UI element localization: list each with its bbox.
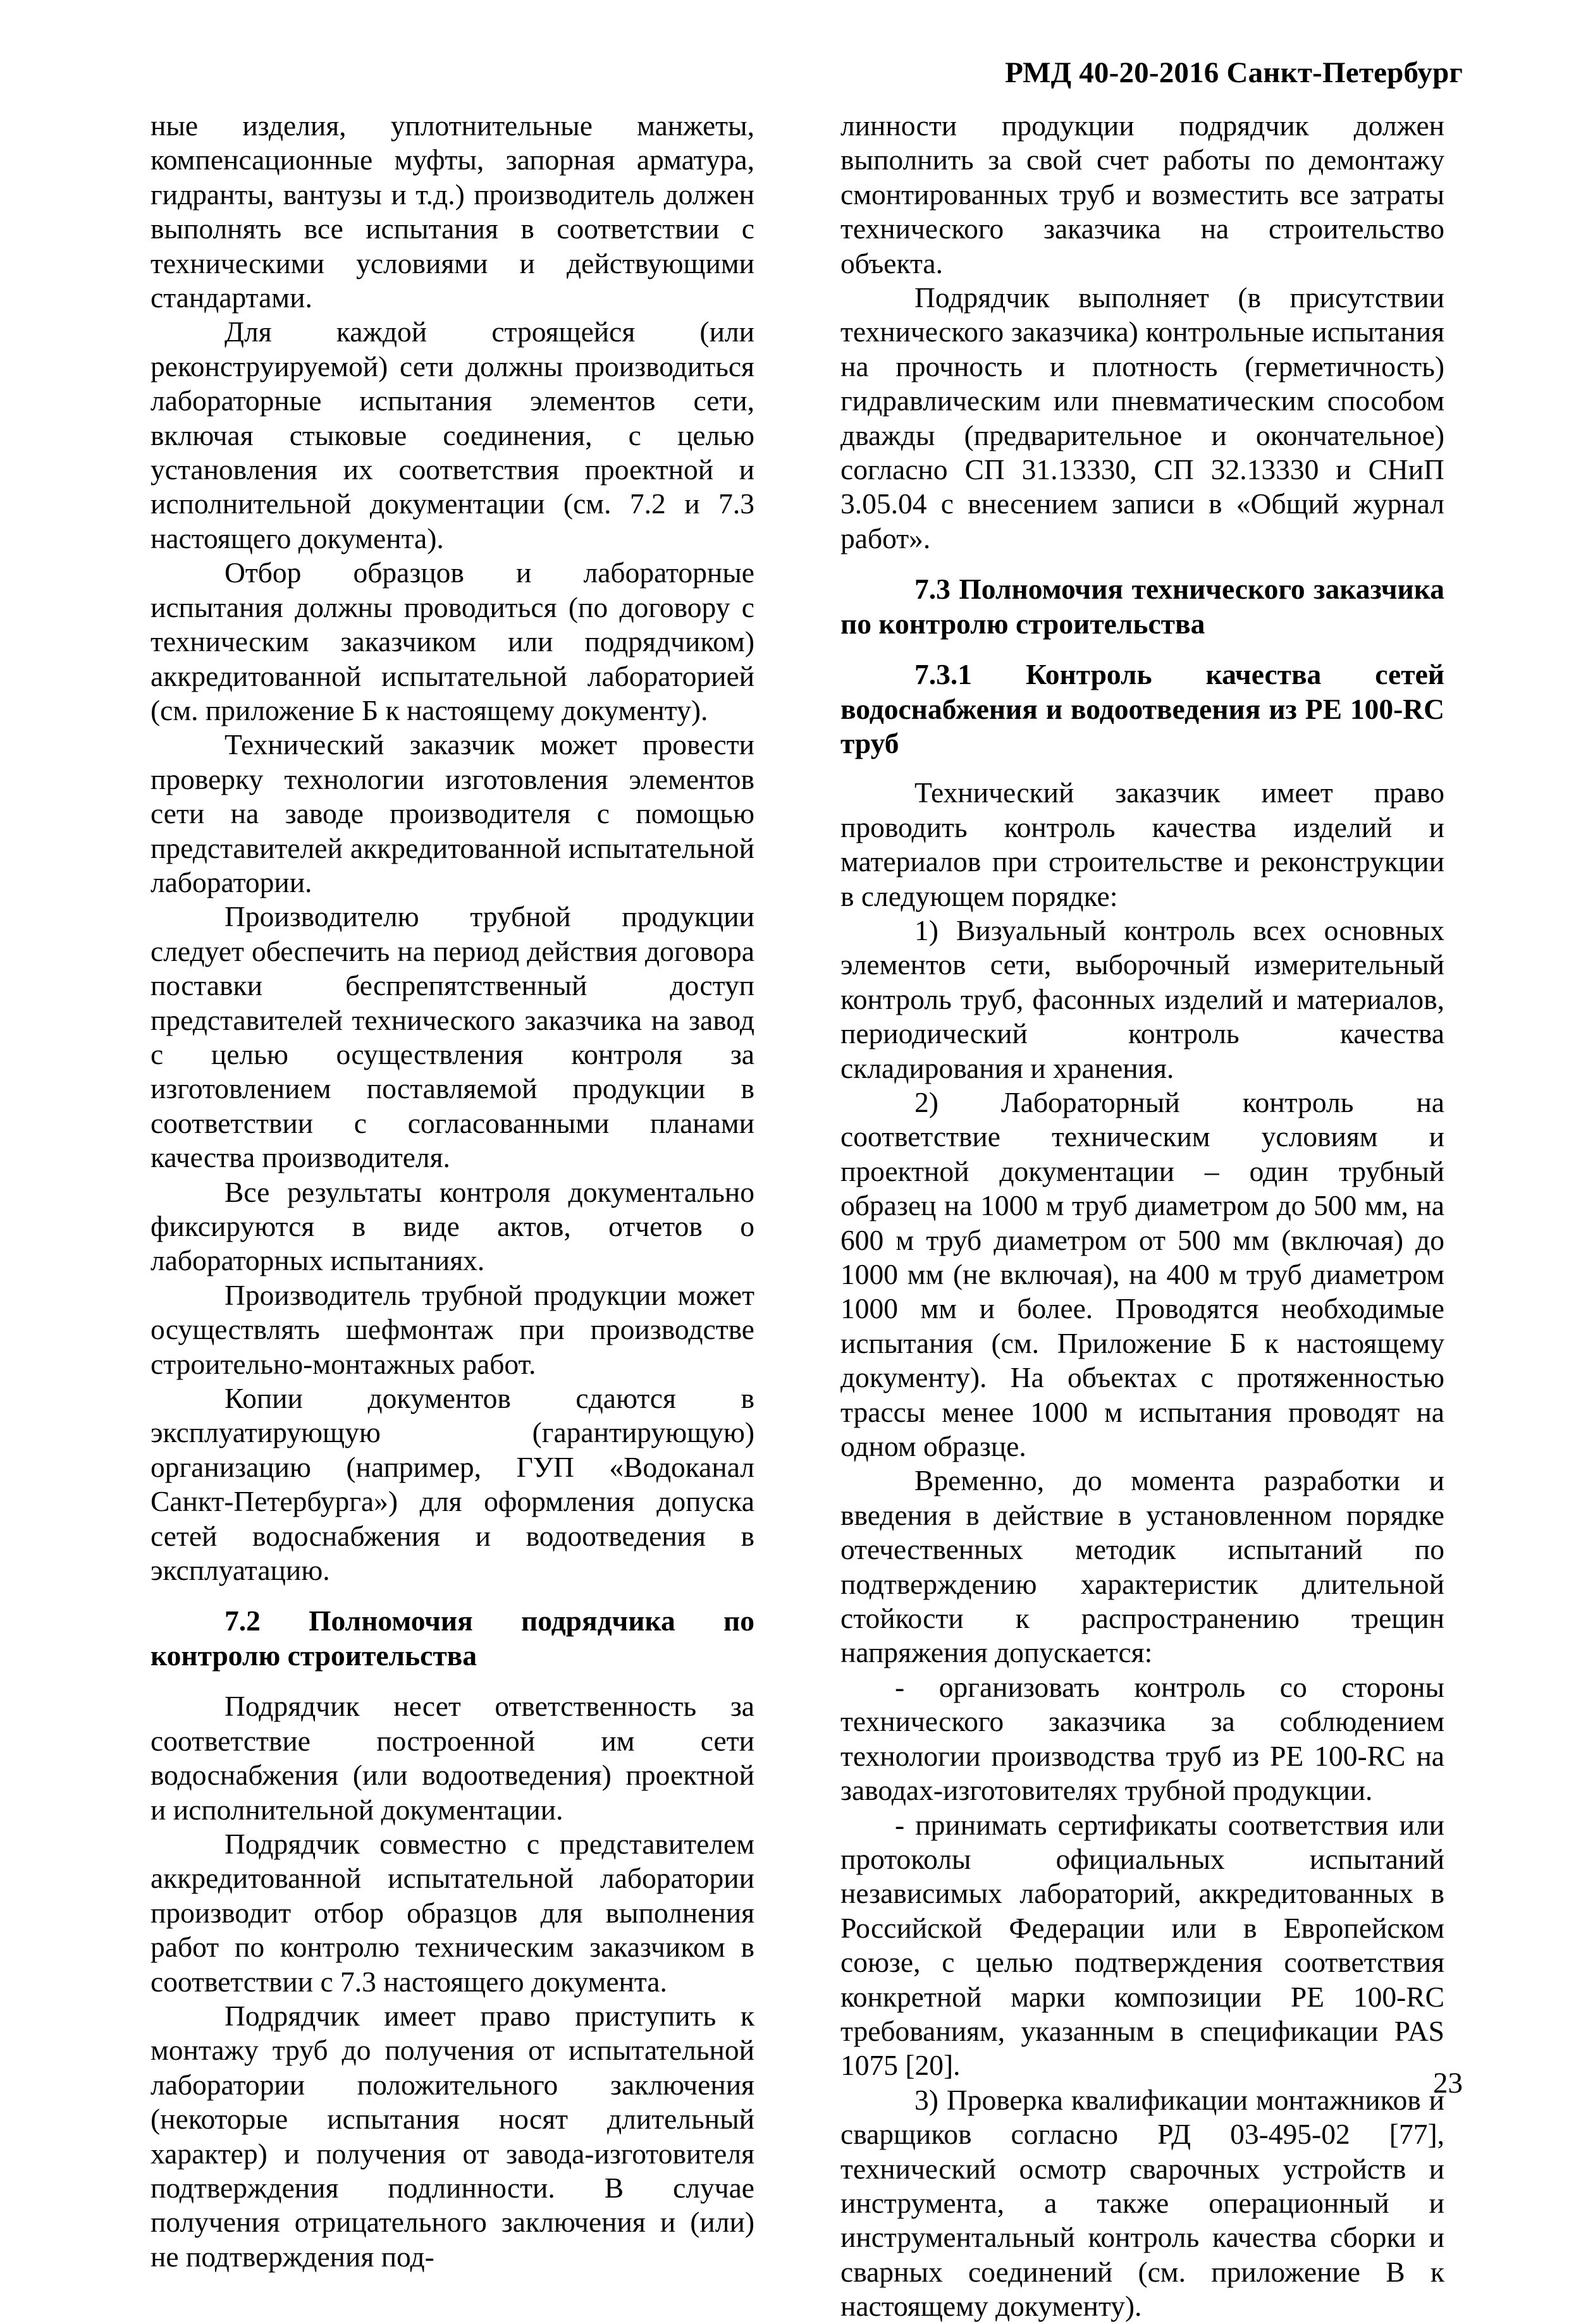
list-item: 3) Проверка квалификации монтажников и сварщиков согласно РД 03-495-02 [77], технический осмотр сварочных устройств и инструмента, а также операционный и инструментальный контроль качества сборки и сварных соединений (см. приложение В к настоящему документу). [840, 2083, 1444, 2323]
paragraph: Временно, до момента разработки и введения в действие в установленном порядке отечественных методик испытаний по подтверждению характеристик длительной стойкости к распространению трещин напряжения допускается: [840, 1464, 1444, 1669]
section-heading-7-2: 7.2 Полномочия подрядчика по контролю строительства [151, 1605, 754, 1672]
paragraph: Подрядчик выполняет (в присутствии технического заказчика) контрольные испытания на прочность и плотность (герметичность) гидравлическим или пневматическим способом дважды (предварительное и окончательное) согласно СП 31.13330, СП 32.13330 и СНиП 3.05.04 с внесением записи в «Общий журнал работ». [840, 281, 1444, 554]
paragraph: Все результаты контроля документально фиксируются в виде актов, отчетов о лабораторных испытаниях. [151, 1175, 754, 1277]
paragraph: Технический заказчик может провести проверку технологии изготовления элементов сети на заводе производителя с помощью представителей аккредитованной испытательной лаборатории. [151, 728, 754, 898]
page-header: РМД 40-20-2016 Санкт-Петербург [1005, 56, 1463, 89]
list-item: - принимать сертификаты соответствия или протоколы официальных испытаний независимых лабораторий, аккредитованных в Российской Федерации или в Европейском союзе, с целью подтверждения соответствия конкретной марки композиции РЕ 100-RC требованиям, указанным в спецификации PAS 1075 [20]. [840, 1808, 1444, 2082]
paragraph: Производитель трубной продукции может осуществлять шефмонтаж при производстве строительно-монтажных работ. [151, 1278, 754, 1380]
list-item: - организовать контроль со стороны технического заказчика за соблюдением технологии производства труб из РЕ 100-RC на заводах-изготовителях трубной продукции. [840, 1670, 1444, 1807]
section-heading-7-3-1: 7.3.1 Контроль качества сетей водоснабжения и водоотведения из РЕ 100-RC труб [840, 658, 1444, 759]
paragraph: Копии документов сдаются в эксплуатирующую (гарантирующую) организацию (например, ГУП «Водоканал Санкт-Петербурга») для оформления допуска сетей водоснабжения и водоотведения в эксплуатацию. [151, 1382, 754, 1587]
section-heading-7-3: 7.3 Полномочия технического заказчика по контролю строительства [840, 573, 1444, 640]
paragraph: ные изделия, уплотнительные манжеты, компенсационные муфты, запорная арматура, гидранты, вантузы и т.д.) производитель должен выполнять все испытания в соответствии с техническими условиями и действующими стандартами. [151, 109, 754, 314]
paragraph: Подрядчик несет ответственность за соответствие построенной им сети водоснабжения (или водоотведения) проектной и исполнительной документации. [151, 1690, 754, 1826]
paragraph: Производителю трубной продукции следует обеспечить на период действия договора поставки беспрепятственный доступ представителей технического заказчика на завод с целью осуществления контроля за изготовлением поставляемой продукции в соответствии с согласованными планами качества производителя. [151, 900, 754, 1174]
paragraph: Технический заказчик имеет право проводить контроль качества изделий и материалов при строительстве и реконструкции в следующем порядке: [840, 776, 1444, 912]
right-column [840, 109, 1444, 2324]
left-column [151, 109, 754, 2274]
paragraph: линности продукции подрядчик должен выполнить за свой счет работы по демонтажу смонтированных труб и возместить все затраты технического заказчика на строительство объекта. [840, 109, 1444, 279]
page-number: 23 [1433, 2067, 1463, 2100]
paragraph: Для каждой строящейся (или реконструируемой) сети должны производиться лабораторные испытания элементов сети, включая стыковые соединения, с целью установления их соответствия проектной и исполнительной документации (см. 7.2 и 7.3 настоящего документа). [151, 315, 754, 554]
list-item: 1) Визуальный контроль всех основных элементов сети, выборочный измерительный контроль труб, фасонных изделий и материалов, периодический контроль качества складирования и хранения. [840, 914, 1444, 1084]
list-item: 2) Лабораторный контроль на соответствие техническим условиям и проектной документации – один трубный образец на 1000 м труб диаметром до 500 мм, на 600 м труб диаметром от 500 мм (включая) до 1000 мм (не включая), на 400 м труб диаметром 1000 мм и более. Проводятся необходимые испытания (см. Приложение Б к настоящему документу). На объектах с протяженностью трассы менее 1000 м испытания проводят на одном образце. [840, 1086, 1444, 1463]
paragraph: Отбор образцов и лабораторные испытания должны проводиться (по договору с техническим заказчиком или подрядчиком) аккредитованной испытательной лабораторией (см. приложение Б к настоящему документу). [151, 556, 754, 726]
paragraph: Подрядчик имеет право приступить к монтажу труб до получения от испытательной лаборатории положительного заключения (некоторые испытания носят длительный характер) и получения от завода-изготовителя подтверждения подлинности. В случае получения отрицательного заключения и (или) не подтверждения под- [151, 1999, 754, 2273]
paragraph: Подрядчик совместно с представителем аккредитованной испытательной лаборатории производит отбор образцов для выполнения работ по контролю техническим заказчиком в соответствии с 7.3 настоящего документа. [151, 1827, 754, 1998]
